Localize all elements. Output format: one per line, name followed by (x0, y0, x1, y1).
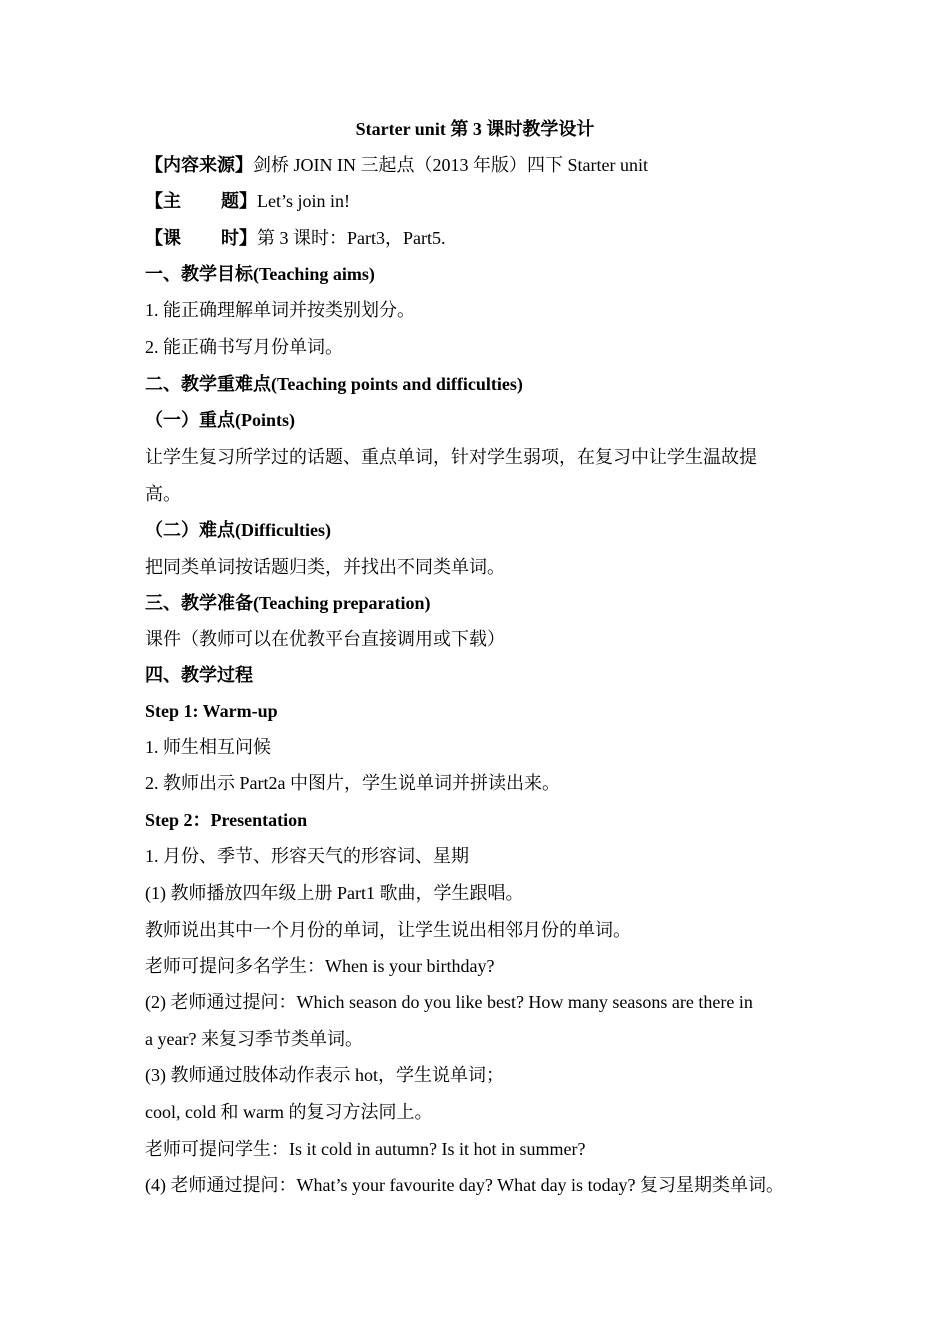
step1-item: 1. 师生相互问候 (145, 737, 271, 757)
step1-item: 2. 教师出示 Part2a 中图片，学生说单词并拼读出来。 (145, 773, 560, 793)
step2-line: 老师可提问多名学生：When is your birthday? (145, 956, 495, 976)
meta-topic-label-b: 题】 (221, 191, 257, 211)
step2-line: 1. 月份、季节、形容天气的形容词、星期 (145, 846, 469, 866)
key-points-text: 让学生复习所学过的话题、重点单词，针对学生弱项，在复习中让学生温故提 (145, 447, 757, 467)
meta-source-label: 【内容来源】 (145, 155, 253, 175)
process-heading: 四、教学过程 (145, 665, 253, 685)
meta-period-label-b: 时】 (221, 228, 257, 248)
key-points-heading: （一）重点(Points) (145, 410, 295, 430)
aims-heading: 一、教学目标(Teaching aims) (145, 264, 375, 284)
step2-line: (2) 老师通过提问：Which season do you like best? How many seasons are there in (145, 992, 753, 1012)
step2-line: (4) 老师通过提问：What’s your favourite day? What day is today? 复习星期类单词。 (145, 1175, 785, 1195)
aim-item: 2. 能正确书写月份单词。 (145, 337, 343, 357)
preparation-text: 课件（教师可以在优教平台直接调用或下载） (145, 629, 505, 649)
key-points-text-cont: 高。 (145, 484, 181, 504)
preparation-heading: 三、教学准备(Teaching preparation) (145, 593, 431, 613)
meta-topic-label-a: 【主 (145, 191, 181, 211)
meta-period-value: 第 3 课时：Part3，Part5. (257, 228, 446, 248)
step2-line: a year? 来复习季节类单词。 (145, 1029, 363, 1049)
aim-item: 1. 能正确理解单词并按类别划分。 (145, 300, 415, 320)
step1-heading: Step 1: Warm-up (145, 701, 278, 721)
meta-source (145, 153, 825, 177)
points-heading: 二、教学重难点(Teaching points and difficulties) (145, 374, 523, 394)
document-title: Starter unit 第 3 课时教学设计 (355, 119, 595, 139)
meta-period (145, 226, 825, 250)
meta-topic (145, 189, 825, 213)
step2-line: 教师说出其中一个月份的单词，让学生说出相邻月份的单词。 (145, 920, 631, 940)
meta-source-value: 剑桥 JOIN IN 三起点（2013 年版）四下 Starter unit (253, 155, 648, 175)
step2-line: (1) 教师播放四年级上册 Part1 歌曲，学生跟唱。 (145, 883, 524, 903)
meta-topic-value: Let’s join in! (257, 191, 350, 211)
step2-line: (3) 教师通过肢体动作表示 hot，学生说单词； (145, 1065, 504, 1085)
difficulties-text: 把同类单词按话题归类，并找出不同类单词。 (145, 557, 505, 577)
meta-period-label-a: 【课 (145, 228, 181, 248)
difficulties-heading: （二）难点(Difficulties) (145, 520, 331, 540)
step2-line: 老师可提问学生：Is it cold in autumn? Is it hot in summer? (145, 1139, 586, 1159)
step2-heading: Step 2：Presentation (145, 810, 308, 830)
step2-line: cool, cold 和 warm 的复习方法同上。 (145, 1102, 433, 1122)
